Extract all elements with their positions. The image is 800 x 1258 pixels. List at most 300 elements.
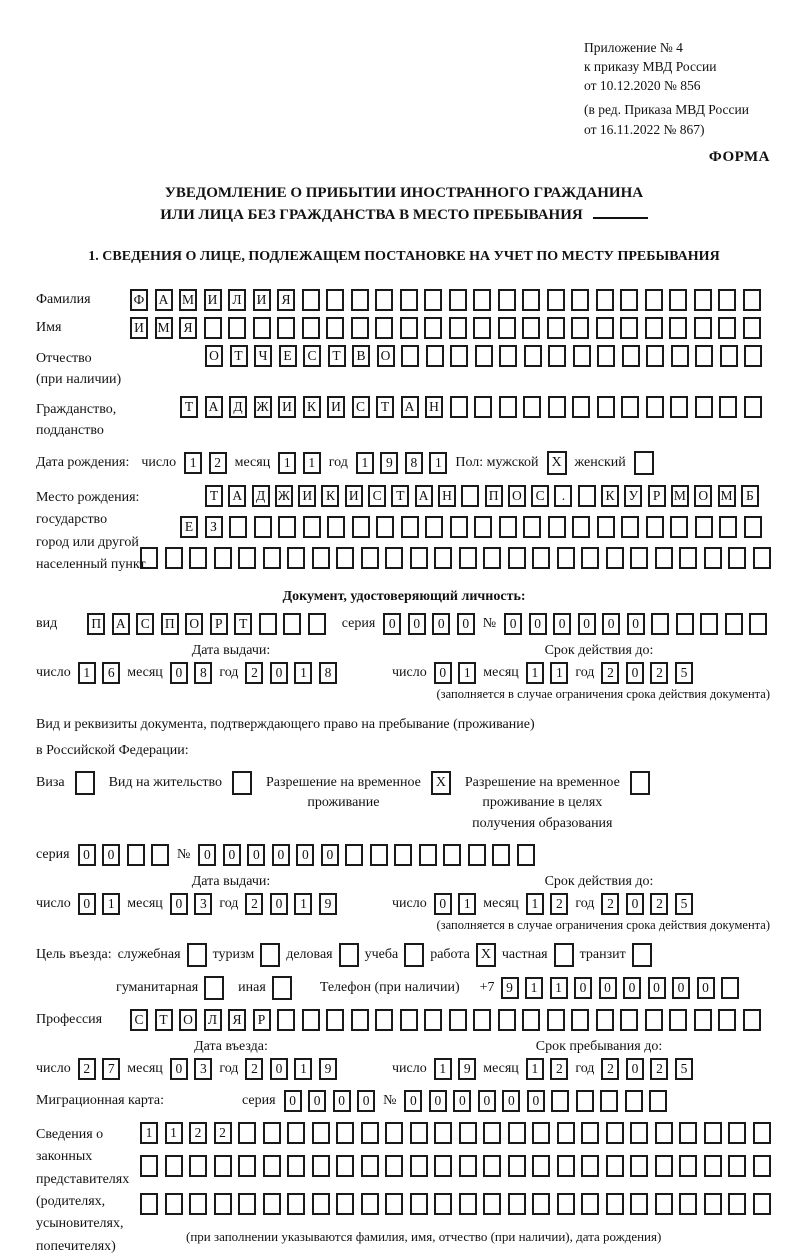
char-cell[interactable] <box>361 547 379 569</box>
char-cell[interactable] <box>655 1122 673 1144</box>
char-cell[interactable] <box>532 1193 550 1215</box>
char-cell[interactable] <box>606 1193 624 1215</box>
char-cell[interactable] <box>214 1193 232 1215</box>
char-cell[interactable] <box>424 1009 442 1031</box>
char-cell[interactable]: С <box>136 613 154 635</box>
char-cell[interactable]: 1 <box>140 1122 158 1144</box>
char-cell[interactable]: 0 <box>502 1090 520 1112</box>
temp-residence-education-checkbox[interactable] <box>630 771 650 795</box>
char-cell[interactable]: Н <box>438 485 456 507</box>
char-cell[interactable] <box>728 1155 746 1177</box>
char-cell[interactable] <box>669 289 687 311</box>
char-cell[interactable]: С <box>352 396 370 418</box>
char-cell[interactable] <box>434 1122 452 1144</box>
char-cell[interactable] <box>228 317 246 339</box>
char-cell[interactable]: 1 <box>294 893 312 915</box>
char-cell[interactable] <box>606 1122 624 1144</box>
char-cell[interactable]: Е <box>180 516 198 538</box>
char-cell[interactable] <box>600 1090 618 1112</box>
char-cell[interactable] <box>597 396 615 418</box>
char-cell[interactable]: 0 <box>383 613 401 635</box>
char-cell[interactable]: Ф <box>130 289 148 311</box>
char-cell[interactable]: 0 <box>198 844 216 866</box>
purpose-other-checkbox[interactable] <box>272 976 292 1000</box>
char-cell[interactable]: 0 <box>434 662 452 684</box>
char-cell[interactable]: 0 <box>478 1090 496 1112</box>
char-cell[interactable] <box>410 1122 428 1144</box>
char-cell[interactable] <box>140 1155 158 1177</box>
char-cell[interactable]: Е <box>279 345 297 367</box>
char-cell[interactable]: И <box>253 289 271 311</box>
char-cell[interactable] <box>743 289 761 311</box>
char-cell[interactable]: 2 <box>650 893 668 915</box>
char-cell[interactable] <box>376 516 394 538</box>
char-cell[interactable] <box>459 547 477 569</box>
char-cell[interactable] <box>630 1193 648 1215</box>
char-cell[interactable]: 1 <box>526 893 544 915</box>
char-cell[interactable] <box>312 1193 330 1215</box>
char-cell[interactable] <box>449 317 467 339</box>
char-cell[interactable] <box>375 289 393 311</box>
char-cell[interactable]: 1 <box>525 977 543 999</box>
char-cell[interactable]: 0 <box>697 977 715 999</box>
char-cell[interactable] <box>426 345 444 367</box>
char-cell[interactable]: Ч <box>254 345 272 367</box>
char-cell[interactable] <box>548 516 566 538</box>
char-cell[interactable]: А <box>112 613 130 635</box>
char-cell[interactable] <box>532 1122 550 1144</box>
temp-residence-checkbox[interactable]: X <box>431 771 451 795</box>
char-cell[interactable] <box>606 547 624 569</box>
char-cell[interactable] <box>547 289 565 311</box>
char-cell[interactable] <box>704 547 722 569</box>
char-cell[interactable]: 2 <box>650 1058 668 1080</box>
char-cell[interactable] <box>679 547 697 569</box>
char-cell[interactable]: Т <box>234 613 252 635</box>
char-cell[interactable] <box>434 547 452 569</box>
char-cell[interactable] <box>375 1009 393 1031</box>
char-cell[interactable]: 1 <box>429 452 447 474</box>
char-cell[interactable] <box>524 345 542 367</box>
char-cell[interactable] <box>646 396 664 418</box>
char-cell[interactable] <box>695 345 713 367</box>
char-cell[interactable]: 5 <box>675 662 693 684</box>
char-cell[interactable]: 1 <box>434 1058 452 1080</box>
char-cell[interactable] <box>424 317 442 339</box>
char-cell[interactable] <box>287 1193 305 1215</box>
char-cell[interactable] <box>630 1122 648 1144</box>
char-cell[interactable] <box>499 396 517 418</box>
char-cell[interactable] <box>744 345 762 367</box>
char-cell[interactable]: Т <box>180 396 198 418</box>
char-cell[interactable] <box>498 317 516 339</box>
char-cell[interactable] <box>326 1009 344 1031</box>
char-cell[interactable] <box>450 516 468 538</box>
char-cell[interactable] <box>214 547 232 569</box>
purpose-official-checkbox[interactable] <box>187 943 207 967</box>
char-cell[interactable]: 0 <box>429 1090 447 1112</box>
char-cell[interactable] <box>278 516 296 538</box>
char-cell[interactable]: 0 <box>672 977 690 999</box>
char-cell[interactable] <box>461 485 479 507</box>
char-cell[interactable]: 2 <box>650 662 668 684</box>
char-cell[interactable] <box>718 289 736 311</box>
char-cell[interactable] <box>679 1193 697 1215</box>
char-cell[interactable] <box>253 317 271 339</box>
char-cell[interactable] <box>753 1193 771 1215</box>
char-cell[interactable] <box>645 289 663 311</box>
char-cell[interactable] <box>483 1155 501 1177</box>
char-cell[interactable] <box>671 345 689 367</box>
char-cell[interactable] <box>326 289 344 311</box>
char-cell[interactable]: К <box>601 485 619 507</box>
char-cell[interactable] <box>572 396 590 418</box>
char-cell[interactable] <box>676 613 694 635</box>
char-cell[interactable]: 0 <box>529 613 547 635</box>
char-cell[interactable] <box>302 289 320 311</box>
char-cell[interactable] <box>548 345 566 367</box>
char-cell[interactable]: 9 <box>319 1058 337 1080</box>
char-cell[interactable]: 8 <box>405 452 423 474</box>
char-cell[interactable] <box>596 317 614 339</box>
char-cell[interactable] <box>336 1193 354 1215</box>
char-cell[interactable] <box>468 844 486 866</box>
char-cell[interactable]: Я <box>179 317 197 339</box>
purpose-humanitarian-checkbox[interactable] <box>204 976 224 1000</box>
char-cell[interactable] <box>473 317 491 339</box>
char-cell[interactable] <box>352 516 370 538</box>
char-cell[interactable]: 0 <box>553 613 571 635</box>
char-cell[interactable] <box>581 1193 599 1215</box>
char-cell[interactable]: А <box>401 396 419 418</box>
char-cell[interactable] <box>557 1155 575 1177</box>
char-cell[interactable]: П <box>87 613 105 635</box>
char-cell[interactable]: 1 <box>78 662 96 684</box>
char-cell[interactable] <box>728 1122 746 1144</box>
char-cell[interactable] <box>473 289 491 311</box>
char-cell[interactable]: 9 <box>501 977 519 999</box>
char-cell[interactable]: Т <box>205 485 223 507</box>
char-cell[interactable] <box>327 516 345 538</box>
char-cell[interactable]: Я <box>277 289 295 311</box>
char-cell[interactable] <box>655 1155 673 1177</box>
char-cell[interactable] <box>492 844 510 866</box>
char-cell[interactable]: Т <box>230 345 248 367</box>
char-cell[interactable] <box>620 289 638 311</box>
char-cell[interactable] <box>351 289 369 311</box>
char-cell[interactable]: 0 <box>247 844 265 866</box>
char-cell[interactable] <box>508 547 526 569</box>
char-cell[interactable]: 0 <box>408 613 426 635</box>
char-cell[interactable] <box>400 289 418 311</box>
char-cell[interactable] <box>749 613 767 635</box>
char-cell[interactable] <box>287 547 305 569</box>
char-cell[interactable] <box>725 613 743 635</box>
char-cell[interactable]: 0 <box>296 844 314 866</box>
char-cell[interactable]: О <box>694 485 712 507</box>
char-cell[interactable] <box>410 547 428 569</box>
char-cell[interactable] <box>753 1122 771 1144</box>
char-cell[interactable]: К <box>303 396 321 418</box>
char-cell[interactable] <box>263 1155 281 1177</box>
char-cell[interactable] <box>483 1193 501 1215</box>
char-cell[interactable] <box>263 547 281 569</box>
char-cell[interactable] <box>670 396 688 418</box>
char-cell[interactable] <box>620 1009 638 1031</box>
char-cell[interactable] <box>704 1155 722 1177</box>
char-cell[interactable]: 1 <box>526 1058 544 1080</box>
char-cell[interactable] <box>670 516 688 538</box>
char-cell[interactable]: 0 <box>626 893 644 915</box>
char-cell[interactable] <box>517 844 535 866</box>
char-cell[interactable] <box>695 516 713 538</box>
char-cell[interactable] <box>370 844 388 866</box>
char-cell[interactable]: 0 <box>308 1090 326 1112</box>
char-cell[interactable] <box>573 345 591 367</box>
char-cell[interactable] <box>508 1193 526 1215</box>
char-cell[interactable] <box>597 345 615 367</box>
char-cell[interactable]: 1 <box>458 662 476 684</box>
char-cell[interactable] <box>401 345 419 367</box>
char-cell[interactable] <box>596 1009 614 1031</box>
char-cell[interactable]: 2 <box>245 1058 263 1080</box>
char-cell[interactable]: 1 <box>550 662 568 684</box>
char-cell[interactable] <box>434 1155 452 1177</box>
char-cell[interactable]: М <box>671 485 689 507</box>
char-cell[interactable]: Р <box>210 613 228 635</box>
char-cell[interactable] <box>238 547 256 569</box>
char-cell[interactable]: З <box>205 516 223 538</box>
char-cell[interactable] <box>743 317 761 339</box>
char-cell[interactable]: 9 <box>458 1058 476 1080</box>
char-cell[interactable]: 0 <box>626 1058 644 1080</box>
char-cell[interactable] <box>645 1009 663 1031</box>
char-cell[interactable]: 2 <box>78 1058 96 1080</box>
char-cell[interactable]: 0 <box>270 893 288 915</box>
char-cell[interactable] <box>718 317 736 339</box>
char-cell[interactable]: 2 <box>214 1122 232 1144</box>
char-cell[interactable] <box>351 1009 369 1031</box>
char-cell[interactable] <box>557 1122 575 1144</box>
char-cell[interactable] <box>625 1090 643 1112</box>
char-cell[interactable]: 2 <box>245 662 263 684</box>
char-cell[interactable]: 2 <box>209 452 227 474</box>
char-cell[interactable] <box>459 1155 477 1177</box>
char-cell[interactable]: 1 <box>550 977 568 999</box>
char-cell[interactable] <box>400 1009 418 1031</box>
char-cell[interactable]: 0 <box>272 844 290 866</box>
char-cell[interactable] <box>694 289 712 311</box>
char-cell[interactable] <box>151 844 169 866</box>
char-cell[interactable] <box>312 1155 330 1177</box>
char-cell[interactable]: Л <box>228 289 246 311</box>
char-cell[interactable] <box>576 1090 594 1112</box>
char-cell[interactable]: Ж <box>275 485 293 507</box>
char-cell[interactable] <box>287 1122 305 1144</box>
char-cell[interactable] <box>336 547 354 569</box>
char-cell[interactable] <box>547 1009 565 1031</box>
char-cell[interactable]: 0 <box>453 1090 471 1112</box>
char-cell[interactable] <box>385 1193 403 1215</box>
char-cell[interactable] <box>312 547 330 569</box>
char-cell[interactable] <box>449 289 467 311</box>
char-cell[interactable] <box>581 1155 599 1177</box>
char-cell[interactable] <box>621 396 639 418</box>
char-cell[interactable] <box>140 1193 158 1215</box>
char-cell[interactable]: 1 <box>356 452 374 474</box>
char-cell[interactable] <box>238 1193 256 1215</box>
char-cell[interactable]: Р <box>648 485 666 507</box>
char-cell[interactable]: 0 <box>574 977 592 999</box>
char-cell[interactable]: Д <box>252 485 270 507</box>
char-cell[interactable]: 0 <box>457 613 475 635</box>
purpose-work-checkbox[interactable]: X <box>476 943 496 967</box>
char-cell[interactable]: С <box>368 485 386 507</box>
char-cell[interactable] <box>532 547 550 569</box>
char-cell[interactable]: Д <box>229 396 247 418</box>
char-cell[interactable] <box>499 345 517 367</box>
char-cell[interactable]: 7 <box>102 1058 120 1080</box>
char-cell[interactable] <box>694 317 712 339</box>
char-cell[interactable] <box>263 1193 281 1215</box>
char-cell[interactable] <box>523 396 541 418</box>
char-cell[interactable] <box>630 1155 648 1177</box>
char-cell[interactable]: О <box>185 613 203 635</box>
char-cell[interactable] <box>425 516 443 538</box>
char-cell[interactable] <box>443 844 461 866</box>
char-cell[interactable] <box>189 1155 207 1177</box>
char-cell[interactable] <box>744 396 762 418</box>
char-cell[interactable]: 2 <box>601 1058 619 1080</box>
char-cell[interactable]: М <box>179 289 197 311</box>
char-cell[interactable] <box>214 1155 232 1177</box>
char-cell[interactable]: Я <box>228 1009 246 1031</box>
purpose-study-checkbox[interactable] <box>404 943 424 967</box>
char-cell[interactable] <box>424 289 442 311</box>
char-cell[interactable] <box>655 547 673 569</box>
char-cell[interactable] <box>651 613 669 635</box>
char-cell[interactable] <box>450 345 468 367</box>
char-cell[interactable] <box>721 977 739 999</box>
char-cell[interactable] <box>263 1122 281 1144</box>
char-cell[interactable] <box>622 345 640 367</box>
char-cell[interactable]: 5 <box>675 1058 693 1080</box>
char-cell[interactable] <box>449 1009 467 1031</box>
char-cell[interactable]: 0 <box>434 893 452 915</box>
char-cell[interactable]: П <box>161 613 179 635</box>
char-cell[interactable] <box>483 547 501 569</box>
char-cell[interactable] <box>704 1122 722 1144</box>
char-cell[interactable] <box>630 547 648 569</box>
char-cell[interactable]: 8 <box>319 662 337 684</box>
char-cell[interactable]: П <box>485 485 503 507</box>
char-cell[interactable] <box>165 1155 183 1177</box>
char-cell[interactable] <box>336 1155 354 1177</box>
char-cell[interactable] <box>695 396 713 418</box>
char-cell[interactable]: Т <box>155 1009 173 1031</box>
char-cell[interactable]: И <box>204 289 222 311</box>
char-cell[interactable] <box>597 516 615 538</box>
sex-female-checkbox[interactable] <box>634 451 654 475</box>
char-cell[interactable]: Л <box>204 1009 222 1031</box>
char-cell[interactable]: А <box>415 485 433 507</box>
char-cell[interactable] <box>606 1155 624 1177</box>
char-cell[interactable] <box>744 516 762 538</box>
char-cell[interactable] <box>385 1155 403 1177</box>
char-cell[interactable]: 3 <box>194 893 212 915</box>
char-cell[interactable]: И <box>298 485 316 507</box>
char-cell[interactable]: Н <box>425 396 443 418</box>
char-cell[interactable] <box>277 317 295 339</box>
char-cell[interactable] <box>394 844 412 866</box>
char-cell[interactable] <box>571 1009 589 1031</box>
char-cell[interactable] <box>459 1122 477 1144</box>
char-cell[interactable]: А <box>155 289 173 311</box>
char-cell[interactable]: 1 <box>278 452 296 474</box>
char-cell[interactable] <box>655 1193 673 1215</box>
char-cell[interactable]: И <box>345 485 363 507</box>
char-cell[interactable]: 0 <box>170 662 188 684</box>
char-cell[interactable]: Ж <box>254 396 272 418</box>
char-cell[interactable] <box>581 1122 599 1144</box>
char-cell[interactable] <box>547 317 565 339</box>
char-cell[interactable] <box>474 396 492 418</box>
char-cell[interactable] <box>728 547 746 569</box>
char-cell[interactable] <box>704 1193 722 1215</box>
char-cell[interactable] <box>548 396 566 418</box>
char-cell[interactable] <box>728 1193 746 1215</box>
char-cell[interactable] <box>646 345 664 367</box>
char-cell[interactable]: Т <box>391 485 409 507</box>
char-cell[interactable] <box>308 613 326 635</box>
char-cell[interactable]: 0 <box>357 1090 375 1112</box>
char-cell[interactable] <box>165 547 183 569</box>
char-cell[interactable] <box>302 317 320 339</box>
char-cell[interactable]: 0 <box>223 844 241 866</box>
char-cell[interactable]: 0 <box>78 844 96 866</box>
char-cell[interactable]: 0 <box>626 662 644 684</box>
char-cell[interactable]: 1 <box>294 662 312 684</box>
char-cell[interactable] <box>450 396 468 418</box>
char-cell[interactable] <box>646 516 664 538</box>
char-cell[interactable] <box>578 485 596 507</box>
char-cell[interactable] <box>475 345 493 367</box>
char-cell[interactable] <box>410 1193 428 1215</box>
char-cell[interactable] <box>522 1009 540 1031</box>
char-cell[interactable]: С <box>531 485 549 507</box>
char-cell[interactable]: 1 <box>303 452 321 474</box>
char-cell[interactable] <box>127 844 145 866</box>
char-cell[interactable] <box>361 1193 379 1215</box>
char-cell[interactable]: К <box>321 485 339 507</box>
char-cell[interactable] <box>581 547 599 569</box>
char-cell[interactable] <box>238 1155 256 1177</box>
char-cell[interactable]: А <box>228 485 246 507</box>
char-cell[interactable] <box>649 1090 667 1112</box>
char-cell[interactable]: С <box>303 345 321 367</box>
char-cell[interactable] <box>283 613 301 635</box>
char-cell[interactable] <box>669 1009 687 1031</box>
char-cell[interactable] <box>522 317 540 339</box>
char-cell[interactable] <box>679 1122 697 1144</box>
char-cell[interactable] <box>165 1193 183 1215</box>
char-cell[interactable]: 1 <box>102 893 120 915</box>
char-cell[interactable] <box>434 1193 452 1215</box>
char-cell[interactable] <box>474 516 492 538</box>
char-cell[interactable]: И <box>278 396 296 418</box>
char-cell[interactable]: И <box>130 317 148 339</box>
char-cell[interactable] <box>508 1155 526 1177</box>
